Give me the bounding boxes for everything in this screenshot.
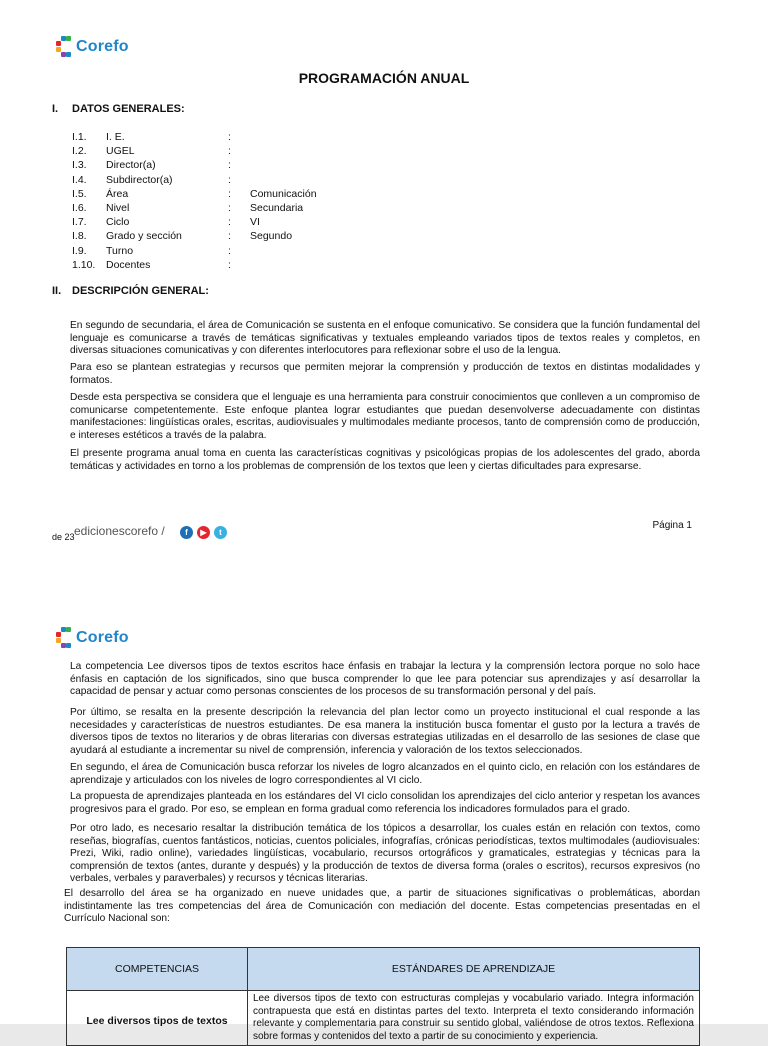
paragraph: Por otro lado, es necesario resaltar la distribución temática de los tópicos a desarrollar, los cuales están en relación con textos, como reseñas, biografías, cuentos fantásticos, noticias, cuentos policiales, infografías, crónicas periodísticas, textos multimodales (audiovisuales: Prezi, Wiki, radio online), variedades lingüísticas, vocabulario, recursos ortográficos y gramaticales, estrategias y técnicas para la comprensión de textos (antes, durante y después) y la producción de textos de diversa forma (orales o escritos), recursos expresivos (no verbales, verbales y paraverbales) y recursos y técnicas literarias. <box>70 823 700 885</box>
row-value: Comunicación <box>250 187 317 200</box>
page-total: de 23 <box>52 532 75 542</box>
estandar-cell: Lee diversos tipos de texto con estructuras complejas y vocabulario variado. Integra información contrapuesta que está en distintas partes del texto. Interpreta el texto considerando información relevante y complementaria para construir su sentido global, valiéndose de otros textos. Reflexiona sobre formas y contenidos del texto a partir de su conocimiento y experiencia. <box>248 991 700 1046</box>
section-number: II. <box>52 285 62 297</box>
row-separator: : <box>228 131 231 143</box>
row-number: I.1. <box>72 131 87 143</box>
paragraph: Por último, se resalta en la presente descripción la relevancia del plan lector como un proyecto institucional el cual responde a las necesidades y características de nuestros estudiantes. De esa manera la institución busca fomentar el gusto por la lectura a través de diversos tipos de textos no literarios y de obras literarias con diversas estrategias utilizadas en el desarrollo de las sesiones de clase que ayudará al estudiante a incrementar su nivel de comprensión, inferencia y valoración de los textos seleccionados. <box>70 707 700 756</box>
table-row <box>67 991 700 1046</box>
row-number: I.3. <box>72 159 87 172</box>
row-number: I.5. <box>72 187 87 200</box>
corefo-logo-text: Corefo <box>76 38 129 55</box>
row-separator: : <box>228 187 231 200</box>
row-label: Turno <box>106 244 134 257</box>
facebook-icon[interactable]: f <box>180 526 193 539</box>
twitter-icon[interactable]: t <box>214 526 227 539</box>
paragraph: El presente programa anual toma en cuenta las características cognitivas y psicológicas propias de los adolescentes del grado, aborda temáticas y actividades en torno a los problemas de comprensión de los textos que leen y ciertas dificultades para expresarse. <box>70 448 700 472</box>
row-value: Secundaria <box>250 202 304 214</box>
row-label: Docentes <box>106 258 151 271</box>
document-page-2 <box>0 615 768 1042</box>
row-label: Grado y sección <box>106 230 182 243</box>
row-separator: : <box>228 244 231 257</box>
row-separator: : <box>228 202 231 214</box>
page-footer <box>52 520 712 550</box>
section-title: DESCRIPCIÓN GENERAL: <box>72 285 209 297</box>
youtube-icon[interactable]: ▶ <box>197 526 210 539</box>
row-label: Subdirector(a) <box>106 173 173 186</box>
page-gap <box>0 560 768 615</box>
row-number: I.9. <box>72 244 87 257</box>
social-icons <box>180 526 227 539</box>
page-number: Página 1 <box>652 520 692 531</box>
competencia-cell: Lee diversos tipos de textos <box>67 991 248 1046</box>
row-separator: : <box>228 173 231 186</box>
row-label: Área <box>106 187 129 200</box>
row-number: I.4. <box>72 173 87 186</box>
column-header: ESTÁNDARES DE APRENDIZAJE <box>248 948 700 991</box>
row-separator: : <box>228 230 231 243</box>
paragraph: Desde esta perspectiva se considera que el lenguaje es una herramienta para construir conocimientos que conlleven a un compromiso de comunicarse competentemente. Este enfoque plantea lograr estudiantes que puedan desenvolverse adecuadamente con distintas manifestaciones: lingüísticas orales, escritas, audiovisuales y multimodales mediante procesos, tanto de comprensión como de producción, e intereses estéticos a través de la palabra. <box>70 392 700 441</box>
corefo-logo-icon <box>56 36 72 58</box>
page-title: PROGRAMACIÓN ANUAL <box>298 70 470 86</box>
section-number: I. <box>52 103 59 115</box>
paragraph: La competencia Lee diversos tipos de textos escritos hace énfasis en trabajar la lectura y la comprensión lectora porque no solo hace énfasis en captación de los significados, sino que busca comprender lo que lee para potenciar sus aprendizajes y así desarrollar la capacidad de pensar y actuar como personas conscientes de los procesos de su transformación personal y del país. <box>70 661 700 698</box>
column-header: COMPETENCIAS <box>67 948 248 991</box>
row-label: Director(a) <box>106 159 156 172</box>
row-number: I.7. <box>72 216 87 229</box>
table-header-row <box>67 948 700 991</box>
row-number: I.8. <box>72 230 87 243</box>
row-separator: : <box>228 159 231 172</box>
row-label: Nivel <box>106 202 130 214</box>
row-label: Ciclo <box>106 216 130 229</box>
row-value: Segundo <box>250 230 293 243</box>
competencias-table <box>66 947 700 1046</box>
section-title: DATOS GENERALES: <box>72 103 185 115</box>
paragraph: En segundo, el área de Comunicación busca reforzar los niveles de logro alcanzados en el quinto ciclo, en relación con los estándares de aprendizaje y articulados con los niveles de logro correspondientes al VI ciclo. <box>70 762 700 786</box>
row-number: I.6. <box>72 202 87 214</box>
row-value: VI <box>250 216 260 229</box>
paragraph: La propuesta de aprendizajes planteada en los estándares del VI ciclo consolidan los aprendizajes del ciclo anterior y respetan los avances progresivos para el grado. Por eso, se emplean en forma gradual como referencia los indicadores formulados para el grado. <box>70 791 700 815</box>
corefo-logo <box>56 36 129 58</box>
section-heading-descripcion <box>52 285 209 297</box>
row-label: I. E. <box>106 131 125 143</box>
row-number: I.2. <box>72 145 87 158</box>
footer-site-link[interactable]: edicionescorefo / <box>74 524 165 538</box>
paragraph: Para eso se plantean estrategias y recursos que permiten mejorar la comprensión y producción de textos en distintas modalidades y formatos. <box>70 362 700 386</box>
row-separator: : <box>228 216 231 229</box>
paragraph: En segundo de secundaria, el área de Comunicación se sustenta en el enfoque comunicativo. Se considera que la función fundamental del lenguaje es comunicarse a través de temáticas significativas y textuales empleando variados tipos de textos reales y completos, en diversas situaciones comunicativas y con diferentes interlocutores para reflexionar sobre el uso de la lengua. <box>70 320 700 357</box>
paragraph: El desarrollo del área se ha organizado en nueve unidades que, a partir de situaciones significativas o problemáticas, abordan indistintamente las tres competencias del área de Comunicación con mediación del docente. Estas competencias presentadas en el Currículo Nacional son: <box>64 888 700 925</box>
corefo-logo-icon <box>56 627 72 649</box>
row-separator: : <box>228 258 231 271</box>
row-number: 1.10. <box>72 258 96 271</box>
corefo-logo-text: Corefo <box>76 629 129 646</box>
row-separator: : <box>228 145 231 158</box>
section-heading-datos <box>52 103 185 115</box>
corefo-logo <box>56 627 129 649</box>
row-label: UGEL <box>106 145 135 158</box>
